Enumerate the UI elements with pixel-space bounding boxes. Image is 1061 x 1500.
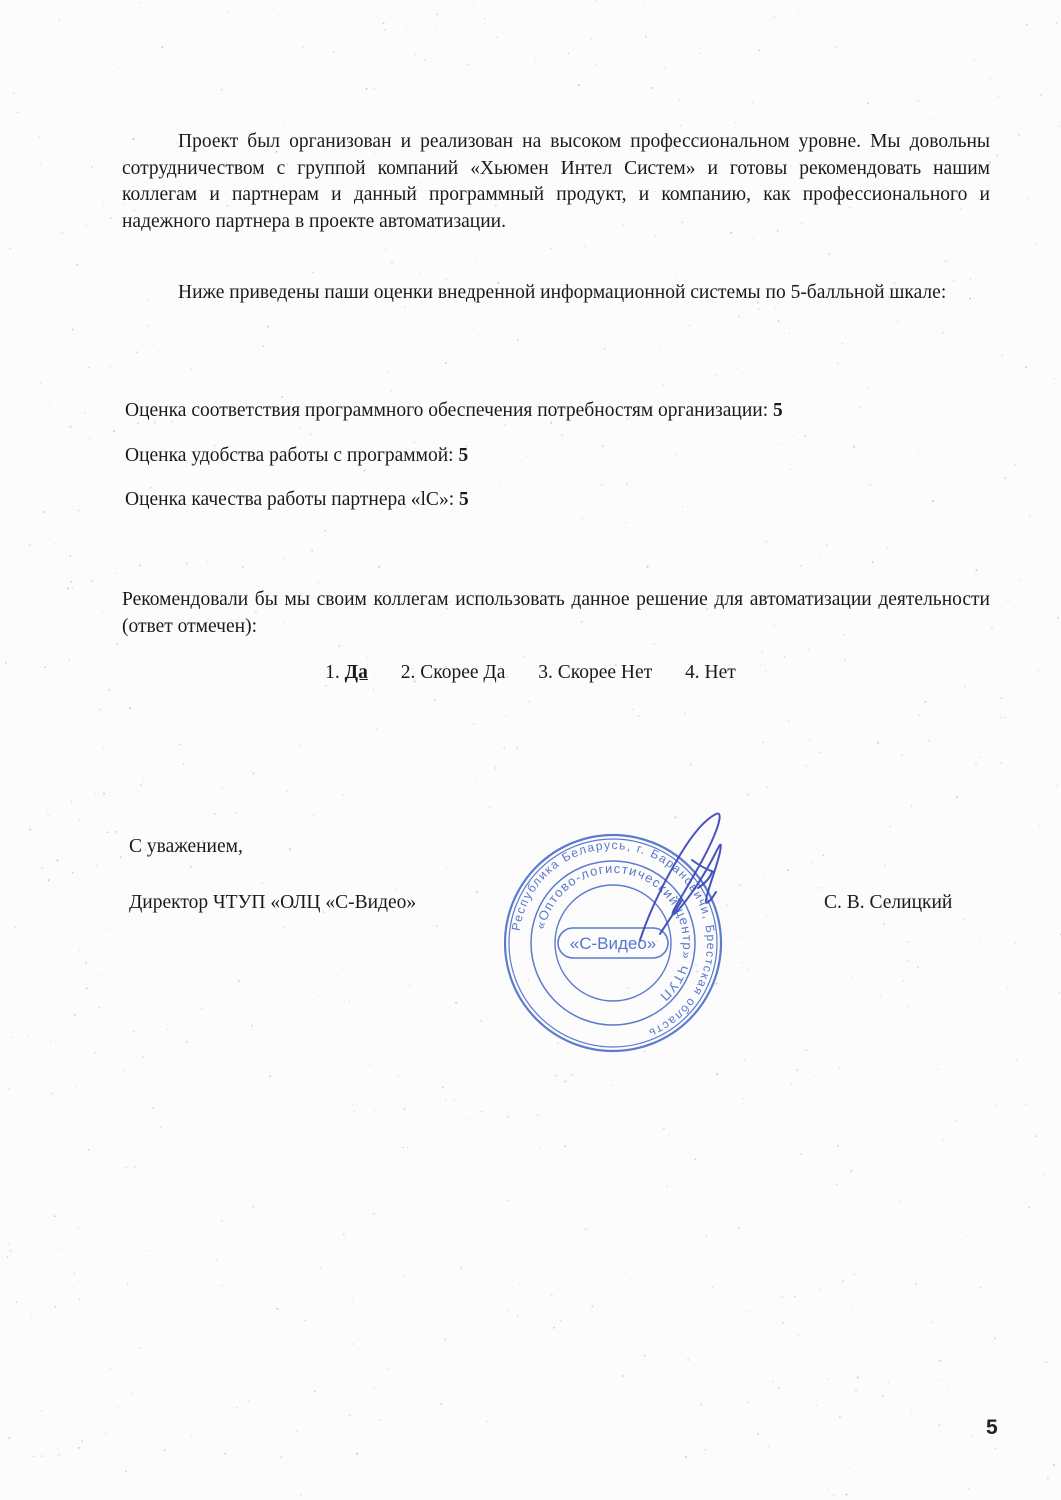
option-3: 3. Скорее Нет [538,662,653,683]
rating-score: 5 [773,400,783,421]
stamp-outer-text: Республика Беларусь, г. Барановичи, Брестская область [508,837,719,1041]
rating-label: Оценка соответствия программного обеспечения потребностям организации: [125,400,769,421]
option-4: 4. Нет [685,662,736,683]
recommendation-question: Рекомендовали бы мы своим коллегам использовать данное решение для автоматизации деятельности (ответ отмечен): [122,589,990,637]
rating-score: 5 [459,489,469,510]
recommendation-options [0,660,1061,686]
signatory-name: С. В. Селицкий [824,892,953,913]
rating-line [125,487,469,513]
closing-greeting: С уважением, [129,836,243,857]
option-1: 1. Да [325,662,368,683]
handwritten-signature [580,800,760,950]
paragraph-ratings-intro: Ниже приведены паши оценки внедренной информационной системы по 5-балльной шкале: [178,282,947,303]
rating-line [125,398,783,424]
stamp-inner-text: «Оптово-логистический центр» ЧТУП [532,860,696,1005]
rating-score: 5 [458,445,469,466]
paragraph-project-assessment: Проект был организован и реализован на высоком профессиональном уровне. Мы довольны сотрудничеством с группой компаний «Хьюмен Интел Систем» и готовы рекомендовать нашим коллегам и партнерам и данный программный продукт, и компанию, как профессионального и надежного партнера в проекте автоматизации. [122,131,990,232]
rating-line [125,443,468,469]
rating-label: Оценка качества работы партнера «lC»: [125,489,455,510]
option-selected-label: Да [344,662,368,683]
page-number: 5 [986,1416,998,1439]
stamp-center-text: «С-Видео» [569,934,657,953]
option-2: 2. Скорее Да [400,662,506,683]
rating-label: Оценка удобства работы с программой: [125,445,454,466]
signatory-position: Директор ЧТУП «ОЛЦ «С-Видео» [129,892,417,913]
